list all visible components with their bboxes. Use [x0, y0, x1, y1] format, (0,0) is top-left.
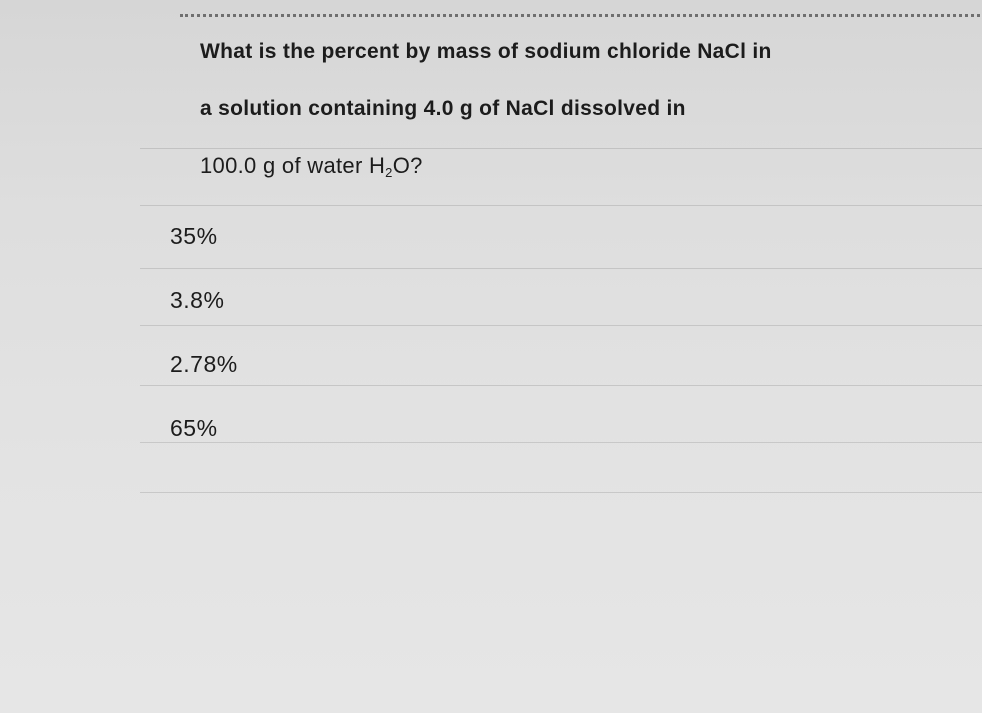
ghost-rule: [140, 492, 982, 493]
question-text: [200, 34, 960, 205]
answer-options: [170, 218, 238, 474]
answer-option-1[interactable]: 35%: [170, 223, 218, 249]
ghost-rule: [140, 325, 982, 326]
question-line-1: What is the percent by mass of sodium chloride NaCl in: [200, 40, 772, 63]
ghost-rule: [140, 442, 982, 443]
water-subscript: 2: [385, 165, 393, 180]
question-line-3: [200, 148, 960, 205]
dotted-separator: [180, 14, 980, 17]
question-line-3-start: 100.0 g of water H: [200, 153, 386, 178]
question-line-2: a solution containing 4.0 g of NaCl dissolved in: [200, 97, 686, 120]
answer-option-2[interactable]: 3.8%: [170, 287, 225, 313]
answer-option-3[interactable]: 2.78%: [170, 351, 238, 377]
answer-option-4[interactable]: 65%: [170, 415, 218, 441]
ghost-rule: [140, 268, 982, 269]
question-line-3-end: O?: [392, 153, 423, 178]
ghost-rule: [140, 385, 982, 386]
ghost-rule: [140, 205, 982, 206]
